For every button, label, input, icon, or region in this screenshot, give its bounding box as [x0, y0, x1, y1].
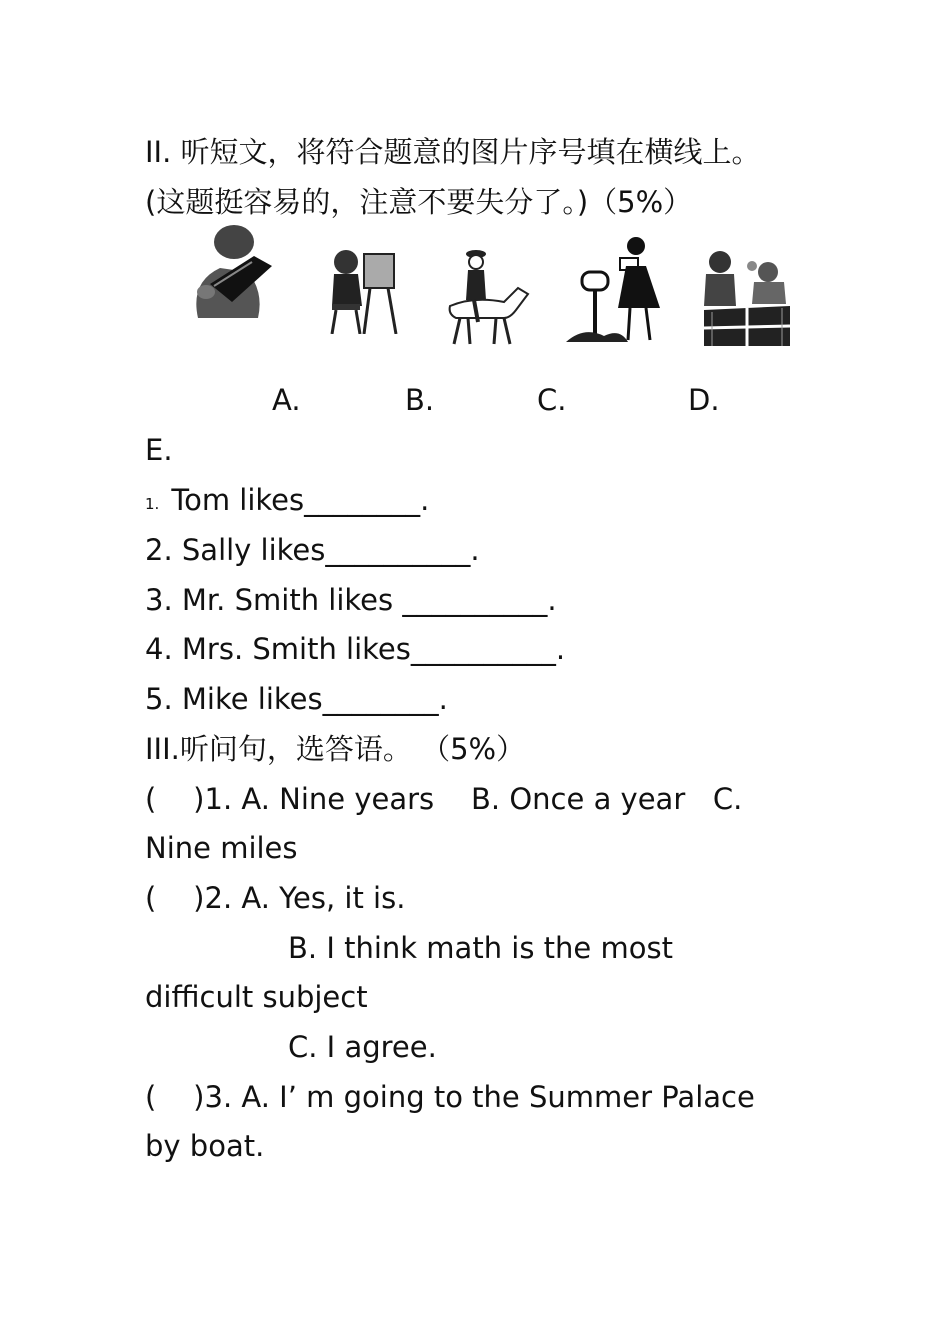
question-2-option-c: C. I agree.: [288, 1030, 437, 1064]
picture-label-c: C.: [537, 383, 567, 417]
picture-label-a: A.: [272, 383, 301, 417]
section2-title-line2: (这题挺容易的，注意不要失分了。)（5%）: [145, 185, 693, 219]
question-1-line2: Nine miles: [145, 831, 298, 865]
section3-title: III.听问句，选答语。 （5%）: [145, 732, 526, 766]
item-2: 2. Sally likes__________.: [145, 533, 480, 567]
picture-boy-reading: [184, 222, 276, 318]
picture-label-e: E.: [145, 433, 173, 467]
picture-label-d: D.: [688, 383, 720, 417]
item-1-number: 1.: [145, 495, 160, 513]
question-1-line1: ( )1. A. Nine years B. Once a year C.: [145, 782, 743, 816]
question-2-option-b: B. I think math is the most: [288, 931, 673, 965]
item-3: 3. Mr. Smith likes __________.: [145, 583, 557, 617]
section2-title-line1: II. 听短文，将符合题意的图片序号填在横线上。: [145, 135, 761, 169]
picture-ping-pong-players: [702, 246, 792, 346]
picture-label-b: B.: [405, 383, 435, 417]
item-4: 4. Mrs. Smith likes__________.: [145, 632, 566, 666]
picture-child-painting: [324, 244, 400, 334]
picture-man-riding-horse: [444, 246, 532, 346]
question-3-line1: ( )3. A. I’ m going to the Summer Palace: [145, 1080, 755, 1114]
question-2-option-b-cont: difficult subject: [145, 980, 368, 1014]
item-1: [145, 480, 429, 524]
item-1-text: Tom likes________.: [171, 483, 430, 517]
picture-woman-mailbox: [564, 236, 662, 346]
question-3-line2: by boat.: [145, 1129, 265, 1163]
question-2-line1: ( )2. A. Yes, it is.: [145, 881, 406, 915]
item-5: 5. Mike likes________.: [145, 682, 448, 716]
